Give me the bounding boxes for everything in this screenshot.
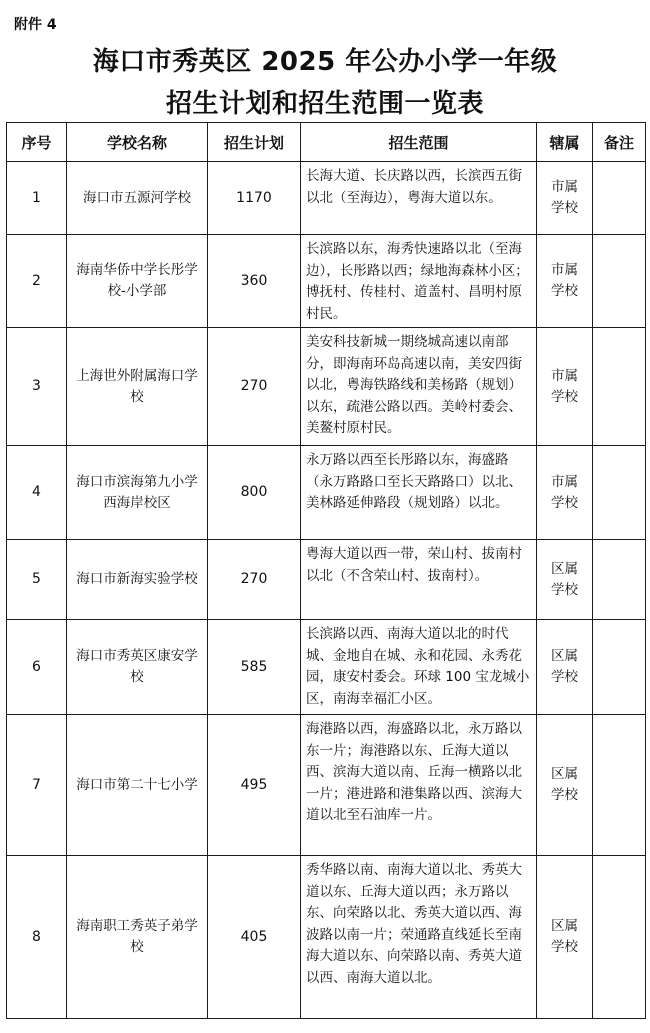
col-header-plan: 招生计划	[208, 123, 301, 162]
row-jurisdiction: 市属学校	[537, 235, 593, 328]
row-index: 7	[7, 715, 67, 856]
row-remarks	[593, 540, 646, 620]
row-remarks	[593, 446, 646, 540]
row-jurisdiction: 区属学校	[537, 856, 593, 1019]
row-plan: 270	[208, 540, 301, 620]
table-row	[7, 162, 646, 235]
col-header-school: 学校名称	[67, 123, 208, 162]
row-remarks	[593, 235, 646, 328]
row-plan: 585	[208, 620, 301, 715]
row-index: 2	[7, 235, 67, 328]
row-remarks	[593, 715, 646, 856]
enrollment-table	[6, 122, 646, 1019]
row-scope: 美安科技新城一期绕城高速以南部分，即海南环岛高速以南，美安四街以北，粤海铁路线和美杨路（规划）以东，疏港公路以西。美岭村委会、美鳌村原村民。	[301, 328, 537, 446]
attachment-label: 附件 4	[14, 17, 57, 33]
row-jurisdiction: 市属学校	[537, 162, 593, 235]
row-school: 海南职工秀英子弟学校	[67, 856, 208, 1019]
row-index: 3	[7, 328, 67, 446]
row-plan: 360	[208, 235, 301, 328]
row-school: 海口市新海实验学校	[67, 540, 208, 620]
row-plan: 1170	[208, 162, 301, 235]
table-row	[7, 446, 646, 540]
row-scope: 永万路以西至长彤路以东，海盛路（永万路路口至长天路路口）以北、美林路延伸路段（规划路）以北。	[301, 446, 537, 540]
row-school: 海口市秀英区康安学校	[67, 620, 208, 715]
row-index: 6	[7, 620, 67, 715]
table-row	[7, 328, 646, 446]
table-row	[7, 715, 646, 856]
row-school: 海口市滨海第九小学西海岸校区	[67, 446, 208, 540]
row-jurisdiction: 区属学校	[537, 620, 593, 715]
row-scope: 长滨路以西、南海大道以北的时代城、金地自在城、永和花园、永秀花园，康安村委会。环球 100 宝龙城小区，南海幸福汇小区。	[301, 620, 537, 715]
row-school: 上海世外附属海口学校	[67, 328, 208, 446]
row-school: 海口市第二十七小学	[67, 715, 208, 856]
table-row	[7, 620, 646, 715]
row-index: 4	[7, 446, 67, 540]
row-scope: 长滨路以东，海秀快速路以北（至海边），长彤路以西；绿地海森林小区；博抚村、传桂村、道盖村、昌明村原村民。	[301, 235, 537, 328]
row-index: 5	[7, 540, 67, 620]
row-jurisdiction: 市属学校	[537, 328, 593, 446]
row-jurisdiction: 区属学校	[537, 715, 593, 856]
table-row	[7, 856, 646, 1019]
row-remarks	[593, 856, 646, 1019]
row-jurisdiction: 区属学校	[537, 540, 593, 620]
row-jurisdiction: 市属学校	[537, 446, 593, 540]
row-plan: 405	[208, 856, 301, 1019]
row-index: 1	[7, 162, 67, 235]
page-title: 海口市秀英区 2025 年公办小学一年级	[92, 47, 558, 77]
row-scope: 长海大道、长庆路以西，长滨西五街以北（至海边），粤海大道以东。	[301, 162, 537, 235]
row-scope: 海港路以西，海盛路以北，永万路以东一片；海港路以东、丘海大道以西、滨海大道以南、丘海一横路以北一片；港进路和港集路以西、滨海大道以北至石油库一片。	[301, 715, 537, 856]
row-scope: 粤海大道以西一带，荣山村、拔南村以北（不含荣山村、拔南村）。	[301, 540, 537, 620]
table-header	[7, 123, 646, 162]
table-row	[7, 540, 646, 620]
col-header-jurisdiction: 辖属	[537, 123, 593, 162]
row-remarks	[593, 328, 646, 446]
row-plan: 270	[208, 328, 301, 446]
row-school: 海口市五源河学校	[67, 162, 208, 235]
page-subtitle: 招生计划和招生范围一览表	[165, 89, 484, 119]
col-header-remarks: 备注	[593, 123, 646, 162]
table-row	[7, 235, 646, 328]
row-scope: 秀华路以南、南海大道以北、秀英大道以东、丘海大道以西；永万路以东、向荣路以北、秀英大道以西、海波路以南一片；荣通路直线延长至南海大道以东、向荣路以南、秀英大道以西、南海大道以北。	[301, 856, 537, 1019]
col-header-scope: 招生范围	[301, 123, 537, 162]
row-plan: 800	[208, 446, 301, 540]
row-remarks	[593, 162, 646, 235]
row-index: 8	[7, 856, 67, 1019]
col-header-index: 序号	[7, 123, 67, 162]
row-school: 海南华侨中学长彤学校-小学部	[67, 235, 208, 328]
row-plan: 495	[208, 715, 301, 856]
row-remarks	[593, 620, 646, 715]
